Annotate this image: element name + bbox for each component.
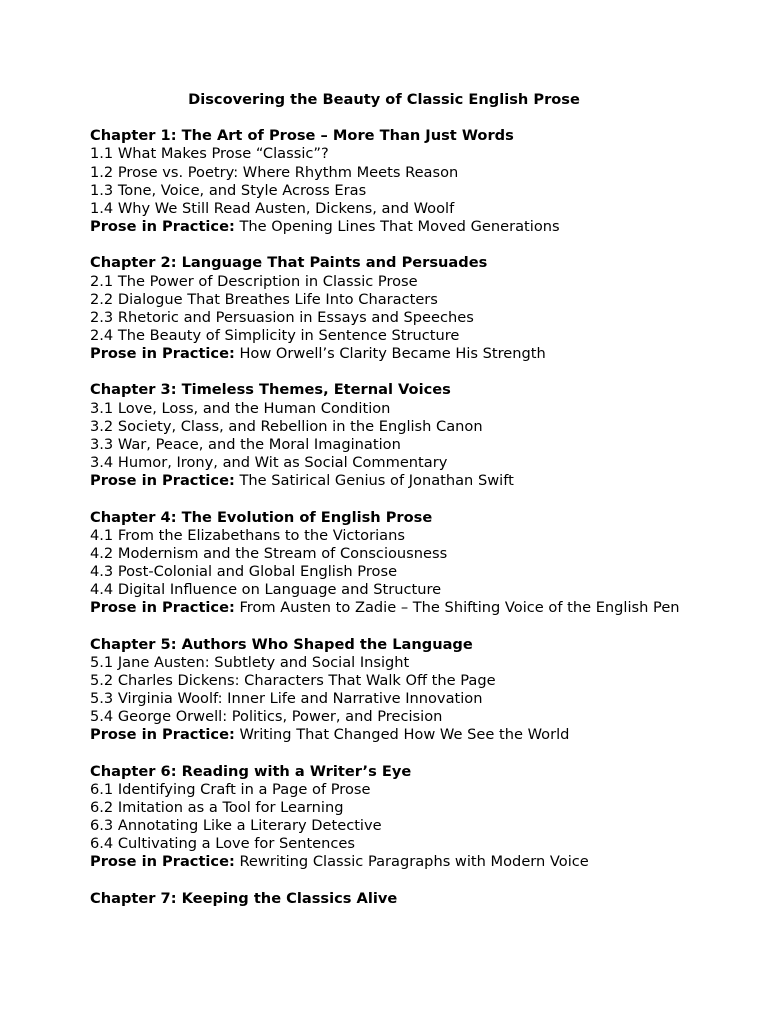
prose-in-practice	[90, 853, 680, 871]
section-item: 4.4 Digital Influence on Language and Structure	[90, 581, 442, 599]
chapter-heading: Chapter 4: The Evolution of English Prose	[90, 508, 433, 526]
practice-label: Prose in Practice:	[90, 599, 235, 617]
practice-text: The Opening Lines That Moved Generations	[234, 218, 560, 236]
chapter-3	[90, 381, 690, 490]
section-item: 5.3 Virginia Woolf: Inner Life and Narrative Innovation	[90, 690, 483, 708]
section-item: 3.3 War, Peace, and the Moral Imagination	[90, 435, 401, 453]
section-item: 4.1 From the Elizabethans to the Victorians	[90, 526, 405, 544]
practice-label: Prose in Practice:	[90, 853, 235, 871]
prose-in-practice	[90, 345, 680, 363]
section-item: 2.4 The Beauty of Simplicity in Sentence Structure	[90, 327, 460, 344]
chapter-heading: Chapter 2: Language That Paints and Persuades	[90, 254, 488, 272]
section-item: 1.2 Prose vs. Poetry: Where Rhythm Meets Reason	[90, 163, 459, 181]
section-item: 2.2 Dialogue That Breathes Life Into Characters	[90, 290, 438, 308]
practice-text: How Orwell’s Clarity Became His Strength	[234, 345, 546, 363]
chapter-heading: Chapter 6: Reading with a Writer’s Eye	[90, 762, 412, 780]
section-item: 3.1 Love, Loss, and the Human Condition	[90, 399, 391, 417]
section-item: 1.4 Why We Still Read Austen, Dickens, and Woolf	[90, 199, 455, 217]
section-item: 6.4 Cultivating a Love for Sentences	[90, 835, 356, 853]
section-item: 5.4 George Orwell: Politics, Power, and Precision	[90, 708, 443, 726]
section-item: 1.1 What Makes Prose “Classic”?	[90, 145, 329, 163]
chapter-6	[90, 763, 690, 872]
chapter-heading: Chapter 3: Timeless Themes, Eternal Voices	[90, 381, 451, 399]
prose-in-practice	[90, 472, 680, 490]
section-item: 6.3 Annotating Like a Literary Detective	[90, 817, 382, 835]
prose-in-practice	[90, 599, 680, 617]
section-item: 4.3 Post-Colonial and Global English Prose	[90, 563, 398, 580]
practice-text: Writing That Changed How We See the World	[234, 726, 570, 744]
section-item: 3.4 Humor, Irony, and Wit as Social Commentary	[90, 454, 448, 472]
prose-in-practice	[90, 726, 680, 744]
section-item: 6.1 Identifying Craft in a Page of Prose	[90, 780, 371, 798]
practice-label: Prose in Practice:	[90, 472, 235, 490]
chapter-2	[90, 254, 690, 363]
practice-label: Prose in Practice:	[90, 218, 235, 236]
chapter-4	[90, 509, 690, 618]
section-item: 6.2 Imitation as a Tool for Learning	[90, 799, 344, 816]
section-item: 2.3 Rhetoric and Persuasion in Essays and Speeches	[90, 308, 474, 326]
prose-in-practice	[90, 218, 680, 236]
chapter-7	[90, 890, 690, 908]
chapter-heading: Chapter 7: Keeping the Classics Alive	[90, 889, 398, 907]
document-page	[90, 91, 690, 926]
chapter-heading: Chapter 1: The Art of Prose – More Than Just Words	[90, 127, 514, 145]
section-item: 3.2 Society, Class, and Rebellion in the English Canon	[90, 417, 483, 435]
chapter-5	[90, 636, 690, 745]
document-title: Discovering the Beauty of Classic English Prose	[188, 91, 580, 108]
section-item: 5.1 Jane Austen: Subtlety and Social Insight	[90, 653, 410, 671]
chapter-1	[90, 127, 690, 236]
chapter-heading: Chapter 5: Authors Who Shaped the Language	[90, 635, 473, 653]
section-item: 2.1 The Power of Description in Classic Prose	[90, 272, 418, 290]
section-item: 5.2 Charles Dickens: Characters That Walk Off the Page	[90, 671, 496, 689]
section-item: 4.2 Modernism and the Stream of Consciousness	[90, 544, 448, 562]
practice-text: From Austen to Zadie – The Shifting Voice of the English Pen	[234, 599, 680, 617]
practice-text: Rewriting Classic Paragraphs with Modern Voice	[234, 853, 589, 871]
practice-text: The Satirical Genius of Jonathan Swift	[234, 472, 514, 490]
section-item: 1.3 Tone, Voice, and Style Across Eras	[90, 181, 367, 199]
practice-label: Prose in Practice:	[90, 726, 235, 744]
practice-label: Prose in Practice:	[90, 345, 235, 363]
